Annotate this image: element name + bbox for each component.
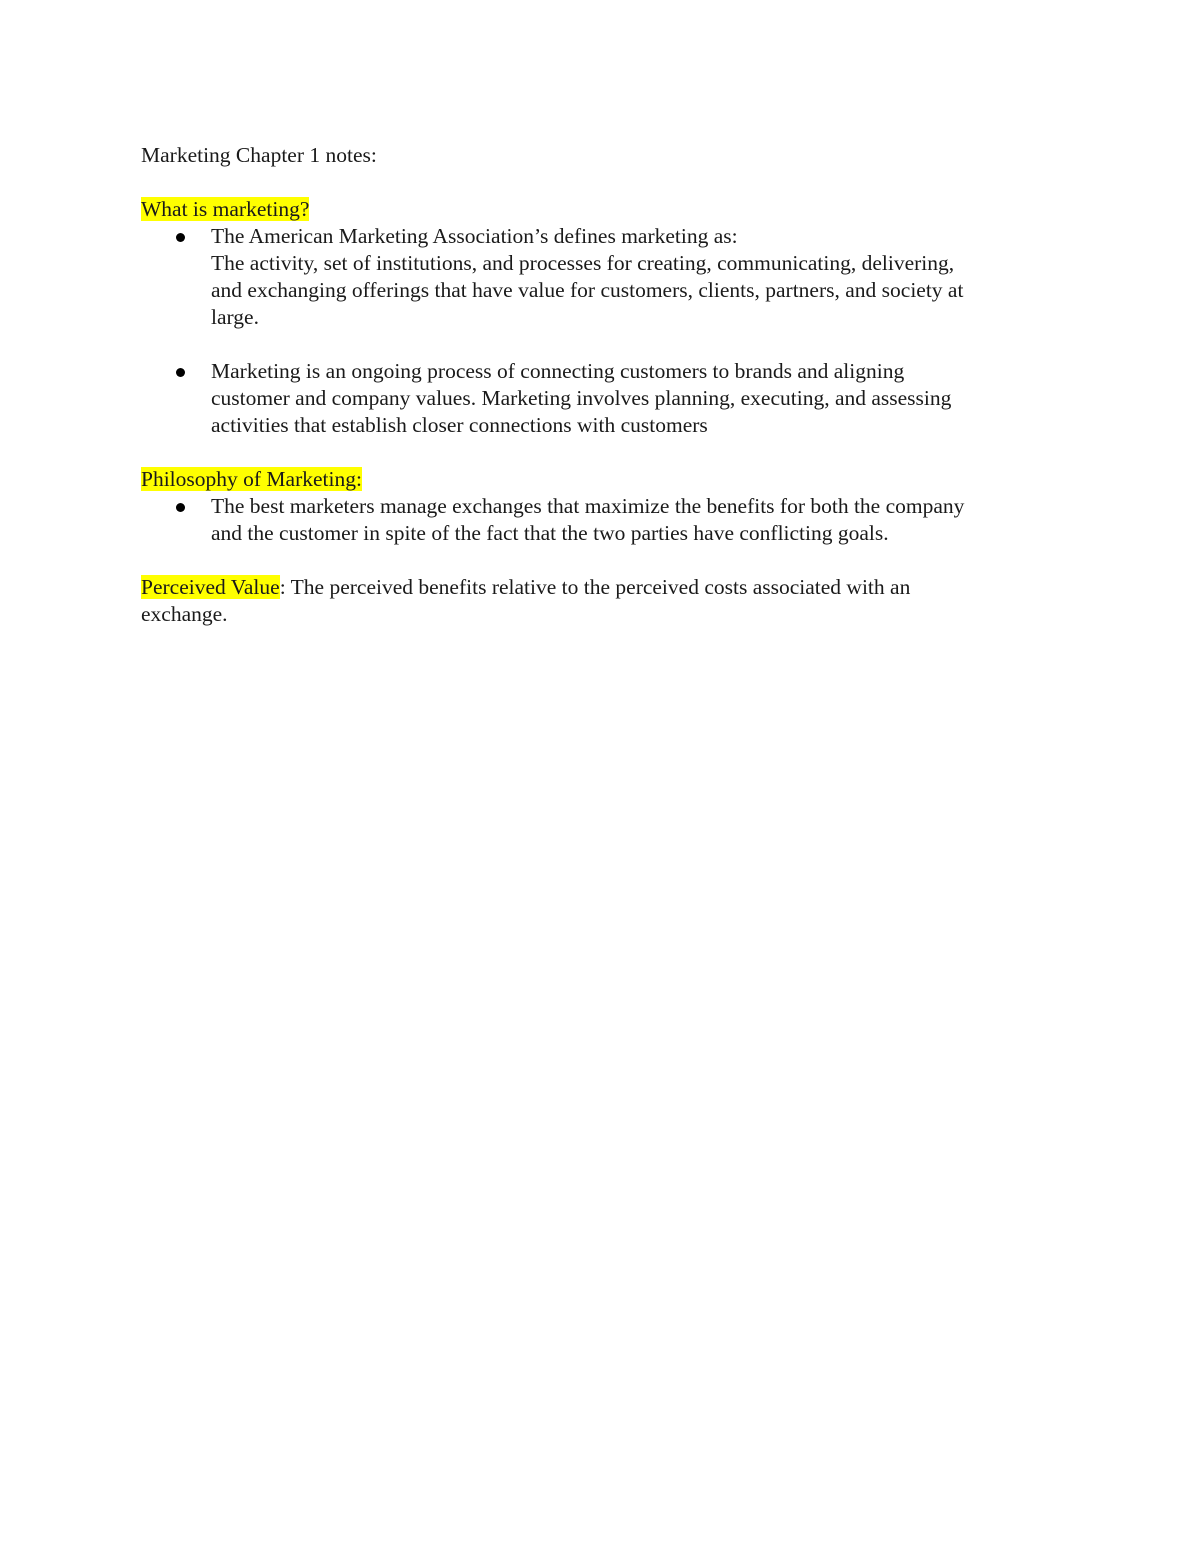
list-item [141,358,1046,439]
bullet-list [141,493,1046,547]
bullet-icon [176,503,185,512]
list-item [141,223,1046,331]
bullet-text-line: large. [211,305,259,329]
bullet-text-line: The American Marketing Association’s defines marketing as: [211,224,738,248]
bullet-icon [176,368,185,377]
blank-line [141,547,1046,574]
section-heading [141,196,1046,223]
bullet-text-line: and exchanging offerings that have value for customers, clients, partners, and society at [211,278,964,302]
bullet-text-line: activities that establish closer connections with customers [211,413,708,437]
section-philosophy-of-marketing [141,466,1046,547]
section-what-is-marketing [141,196,1046,439]
bullet-icon [176,233,185,242]
bullet-text-line: Marketing is an ongoing process of connecting customers to brands and aligning [211,359,905,383]
blank-line [141,439,1046,466]
highlighted-term: Perceived Value [141,575,280,599]
definition-line [141,574,1046,601]
document-body [141,142,1046,628]
highlighted-heading: Philosophy of Marketing: [141,467,362,491]
highlighted-heading: What is marketing? [141,197,310,221]
document-title: Marketing Chapter 1 notes: [141,143,377,167]
section-heading [141,466,1046,493]
list-item [141,493,1046,547]
blank-line [141,331,1046,358]
bullet-text-line: The activity, set of institutions, and processes for creating, communicating, delivering, [211,251,955,275]
bullet-list [141,223,1046,439]
definition-text: : The perceived benefits relative to the perceived costs associated with an [279,575,911,599]
definition-line: exchange. [141,602,228,626]
bullet-text-line: customer and company values. Marketing involves planning, executing, and assessing [211,386,952,410]
blank-line [141,169,1046,196]
definition-perceived-value [141,574,1046,628]
bullet-text-line: The best marketers manage exchanges that maximize the benefits for both the company [211,494,965,518]
bullet-text-line: and the customer in spite of the fact that the two parties have conflicting goals. [211,521,889,545]
